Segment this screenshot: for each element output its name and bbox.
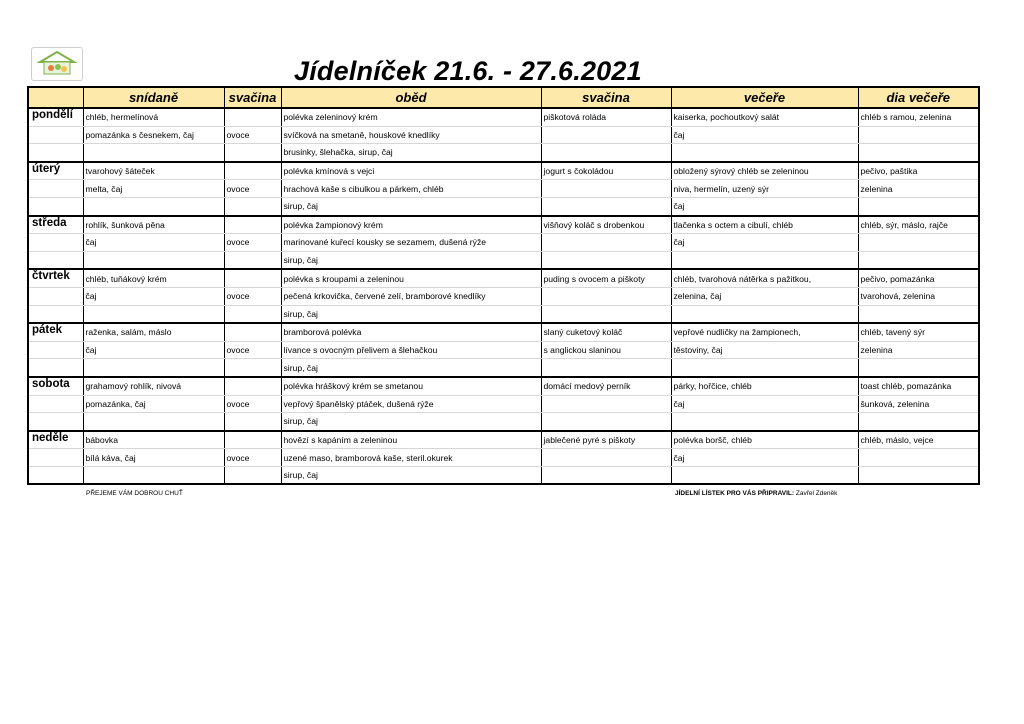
menu-cell: polévka boršč, chléb bbox=[671, 431, 858, 449]
menu-cell: melta, čaj bbox=[83, 180, 224, 198]
menu-cell: polévka zeleninový krém bbox=[281, 108, 541, 126]
menu-cell: ovoce bbox=[224, 449, 281, 467]
day-label: pátek bbox=[28, 323, 83, 341]
column-header: svačina bbox=[224, 87, 281, 108]
menu-cell bbox=[858, 413, 979, 431]
table-row bbox=[28, 197, 979, 215]
day-cell-empty bbox=[28, 287, 83, 305]
menu-cell bbox=[83, 144, 224, 162]
day-cell-empty bbox=[28, 359, 83, 377]
menu-cell bbox=[224, 377, 281, 395]
menu-cell bbox=[541, 449, 671, 467]
menu-cell: bábovka bbox=[83, 431, 224, 449]
table-row bbox=[28, 359, 979, 377]
table-row bbox=[28, 251, 979, 269]
menu-cell: pomazánka, čaj bbox=[83, 395, 224, 413]
menu-cell: čaj bbox=[671, 395, 858, 413]
menu-cell: vepřové nudličky na žampionech, bbox=[671, 323, 858, 341]
menu-cell: čaj bbox=[83, 287, 224, 305]
menu-cell bbox=[541, 395, 671, 413]
menu-cell: zelenina bbox=[858, 180, 979, 198]
menu-cell bbox=[83, 466, 224, 484]
menu-cell: pomazánka s česnekem, čaj bbox=[83, 126, 224, 144]
menu-cell: sirup, čaj bbox=[281, 197, 541, 215]
menu-cell bbox=[541, 180, 671, 198]
menu-cell: chléb, máslo, vejce bbox=[858, 431, 979, 449]
day-cell-empty bbox=[28, 234, 83, 252]
table-row bbox=[28, 413, 979, 431]
menu-cell: jablečené pyré s piškoty bbox=[541, 431, 671, 449]
menu-cell: hrachová kaše s cibulkou a párkem, chléb bbox=[281, 180, 541, 198]
menu-cell bbox=[224, 269, 281, 287]
day-label: středa bbox=[28, 216, 83, 234]
table-row bbox=[28, 287, 979, 305]
menu-cell bbox=[541, 305, 671, 323]
menu-cell: chléb, tavený sýr bbox=[858, 323, 979, 341]
menu-cell: ovoce bbox=[224, 287, 281, 305]
menu-cell: polévka hráškový krém se smetanou bbox=[281, 377, 541, 395]
menu-cell bbox=[541, 126, 671, 144]
menu-cell: raženka, salám, máslo bbox=[83, 323, 224, 341]
menu-cell: pečená krkovička, červené zelí, bramborové knedlíky bbox=[281, 287, 541, 305]
menu-cell bbox=[671, 251, 858, 269]
menu-cell bbox=[541, 197, 671, 215]
day-cell-empty bbox=[28, 413, 83, 431]
day-label: úterý bbox=[28, 162, 83, 180]
house-logo-icon bbox=[31, 47, 83, 81]
menu-cell bbox=[83, 305, 224, 323]
menu-cell bbox=[83, 413, 224, 431]
day-label: pondělí bbox=[28, 108, 83, 126]
menu-cell: čaj bbox=[671, 126, 858, 144]
menu-cell bbox=[858, 359, 979, 377]
menu-cell bbox=[671, 144, 858, 162]
menu-cell: chléb, tuňákový krém bbox=[83, 269, 224, 287]
day-cell-empty bbox=[28, 144, 83, 162]
menu-cell: bramborová polévka bbox=[281, 323, 541, 341]
day-cell-empty bbox=[28, 341, 83, 359]
menu-cell: tlačenka s octem a cibulí, chléb bbox=[671, 216, 858, 234]
menu-cell bbox=[541, 251, 671, 269]
day-cell-empty bbox=[28, 395, 83, 413]
menu-cell: těstoviny, čaj bbox=[671, 341, 858, 359]
column-header bbox=[28, 87, 83, 108]
menu-cell: toast chléb, pomazánka bbox=[858, 377, 979, 395]
menu-cell: polévka kmínová s vejci bbox=[281, 162, 541, 180]
menu-cell bbox=[224, 162, 281, 180]
menu-cell bbox=[858, 251, 979, 269]
footer-author-name: Zavřel Zdeněk bbox=[794, 490, 838, 497]
menu-cell: obložený sýrový chléb se zeleninou bbox=[671, 162, 858, 180]
menu-cell bbox=[858, 197, 979, 215]
menu-cell: čaj bbox=[83, 341, 224, 359]
menu-cell bbox=[224, 323, 281, 341]
menu-cell: višňový koláč s drobenkou bbox=[541, 216, 671, 234]
menu-cell: čaj bbox=[671, 197, 858, 215]
footer-author-label: JÍDELNÍ LÍSTEK PRO VÁS PŘIPRAVIL: bbox=[675, 490, 795, 497]
menu-cell bbox=[858, 126, 979, 144]
day-label: čtvrtek bbox=[28, 269, 83, 287]
menu-cell: ovoce bbox=[224, 234, 281, 252]
menu-cell bbox=[541, 234, 671, 252]
menu-cell bbox=[541, 413, 671, 431]
table-row bbox=[28, 180, 979, 198]
table-row bbox=[28, 341, 979, 359]
menu-cell: polévka žampionový krém bbox=[281, 216, 541, 234]
menu-cell: slaný cuketový koláč bbox=[541, 323, 671, 341]
menu-cell: ovoce bbox=[224, 180, 281, 198]
footer-greeting: PŘEJEME VÁM DOBROU CHUŤ bbox=[86, 490, 183, 497]
table-row bbox=[28, 216, 979, 234]
menu-cell: šunková, zelenina bbox=[858, 395, 979, 413]
menu-cell: uzené maso, bramborová kaše, steril.okurek bbox=[281, 449, 541, 467]
table-row bbox=[28, 305, 979, 323]
footer-author bbox=[675, 490, 837, 497]
table-row bbox=[28, 269, 979, 287]
menu-cell bbox=[858, 234, 979, 252]
menu-cell: pečivo, paštika bbox=[858, 162, 979, 180]
header-row bbox=[28, 87, 979, 108]
menu-cell: lívance s ovocným přelivem a šlehačkou bbox=[281, 341, 541, 359]
menu-cell bbox=[858, 144, 979, 162]
table-row bbox=[28, 449, 979, 467]
day-cell-empty bbox=[28, 449, 83, 467]
menu-cell bbox=[671, 413, 858, 431]
column-header: snídaně bbox=[83, 87, 224, 108]
menu-cell: čaj bbox=[83, 234, 224, 252]
menu-cell: s anglickou slaninou bbox=[541, 341, 671, 359]
menu-cell bbox=[224, 413, 281, 431]
table-row bbox=[28, 466, 979, 484]
menu-cell: tvarohový šáteček bbox=[83, 162, 224, 180]
menu-cell: zelenina, čaj bbox=[671, 287, 858, 305]
menu-cell bbox=[224, 305, 281, 323]
day-cell-empty bbox=[28, 180, 83, 198]
day-cell-empty bbox=[28, 126, 83, 144]
menu-cell: puding s ovocem a piškoty bbox=[541, 269, 671, 287]
menu-cell: chléb, hermelínová bbox=[83, 108, 224, 126]
menu-cell bbox=[224, 144, 281, 162]
menu-cell: polévka s kroupami a zeleninou bbox=[281, 269, 541, 287]
menu-cell bbox=[671, 359, 858, 377]
menu-cell: marinované kuřecí kousky se sezamem, dušená rýže bbox=[281, 234, 541, 252]
menu-cell bbox=[224, 216, 281, 234]
day-cell-empty bbox=[28, 251, 83, 269]
menu-cell: čaj bbox=[671, 234, 858, 252]
menu-cell: chléb, sýr, máslo, rajče bbox=[858, 216, 979, 234]
menu-cell bbox=[671, 305, 858, 323]
menu-cell: piškotová roláda bbox=[541, 108, 671, 126]
menu-cell bbox=[83, 359, 224, 377]
menu-cell bbox=[858, 449, 979, 467]
menu-cell: sirup, čaj bbox=[281, 251, 541, 269]
column-header: dia večeře bbox=[858, 87, 979, 108]
table-row bbox=[28, 108, 979, 126]
day-cell-empty bbox=[28, 305, 83, 323]
menu-cell bbox=[541, 287, 671, 305]
menu-cell bbox=[224, 466, 281, 484]
menu-cell bbox=[83, 197, 224, 215]
menu-cell: tvarohová, zelenina bbox=[858, 287, 979, 305]
day-label: neděle bbox=[28, 431, 83, 449]
menu-cell: zelenina bbox=[858, 341, 979, 359]
menu-cell: chléb, tvarohová nátěrka s pažitkou, bbox=[671, 269, 858, 287]
menu-cell bbox=[224, 431, 281, 449]
column-header: svačina bbox=[541, 87, 671, 108]
page-title: Jídelníček 21.6. - 27.6.2021 bbox=[294, 56, 642, 86]
table-row bbox=[28, 126, 979, 144]
menu-cell bbox=[858, 466, 979, 484]
menu-cell: ovoce bbox=[224, 395, 281, 413]
menu-cell: jogurt s čokoládou bbox=[541, 162, 671, 180]
menu-cell: rohlík, šunková pěna bbox=[83, 216, 224, 234]
table-row bbox=[28, 431, 979, 449]
day-cell-empty bbox=[28, 466, 83, 484]
table-row bbox=[28, 395, 979, 413]
menu-cell: ovoce bbox=[224, 126, 281, 144]
menu-cell bbox=[541, 144, 671, 162]
menu-cell bbox=[224, 108, 281, 126]
menu-body bbox=[28, 108, 979, 484]
menu-cell: pečivo, pomazánka bbox=[858, 269, 979, 287]
menu-cell: domácí medový perník bbox=[541, 377, 671, 395]
menu-cell: sirup, čaj bbox=[281, 466, 541, 484]
menu-cell: sirup, čaj bbox=[281, 359, 541, 377]
menu-cell bbox=[224, 359, 281, 377]
table-row bbox=[28, 234, 979, 252]
table-row bbox=[28, 162, 979, 180]
column-header: oběd bbox=[281, 87, 541, 108]
table-row bbox=[28, 323, 979, 341]
menu-cell: vepřový španělský ptáček, dušená rýže bbox=[281, 395, 541, 413]
menu-table bbox=[27, 86, 980, 485]
menu-cell bbox=[858, 305, 979, 323]
day-cell-empty bbox=[28, 197, 83, 215]
menu-cell: sirup, čaj bbox=[281, 413, 541, 431]
menu-cell: chléb s ramou, zelenina bbox=[858, 108, 979, 126]
menu-cell bbox=[83, 251, 224, 269]
menu-cell: niva, hermelín, uzený sýr bbox=[671, 180, 858, 198]
menu-cell: svíčková na smetaně, houskové knedlíky bbox=[281, 126, 541, 144]
menu-cell: brusinky, šlehačka, sirup, čaj bbox=[281, 144, 541, 162]
menu-cell: bílá káva, čaj bbox=[83, 449, 224, 467]
menu-cell bbox=[541, 359, 671, 377]
day-label: sobota bbox=[28, 377, 83, 395]
menu-cell: čaj bbox=[671, 449, 858, 467]
menu-cell bbox=[541, 466, 671, 484]
column-header: večeře bbox=[671, 87, 858, 108]
menu-cell: ovoce bbox=[224, 341, 281, 359]
menu-cell bbox=[671, 466, 858, 484]
menu-cell: kaiserka, pochoutkový salát bbox=[671, 108, 858, 126]
table-row bbox=[28, 144, 979, 162]
menu-cell bbox=[224, 197, 281, 215]
menu-cell: grahamový rohlík, nivová bbox=[83, 377, 224, 395]
menu-cell: párky, hořčice, chléb bbox=[671, 377, 858, 395]
table-row bbox=[28, 377, 979, 395]
menu-cell: sirup, čaj bbox=[281, 305, 541, 323]
menu-cell bbox=[224, 251, 281, 269]
menu-cell: hovězí s kapáním a zeleninou bbox=[281, 431, 541, 449]
